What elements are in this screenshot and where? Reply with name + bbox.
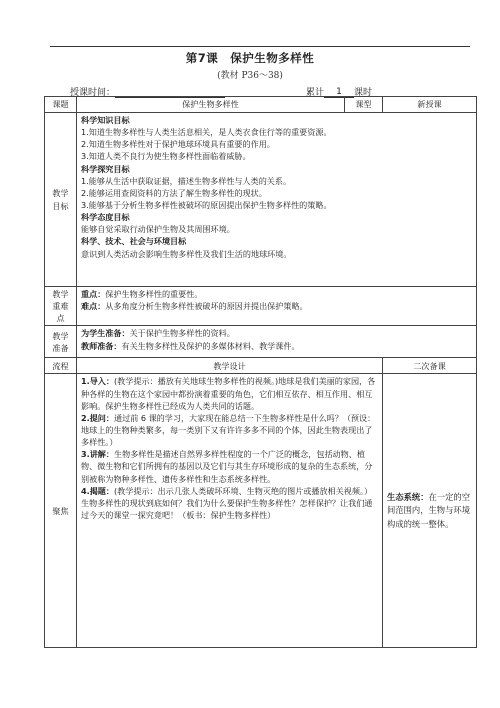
goals-label: 教学 目标	[45, 113, 77, 287]
lesson-title: 第7课 保护生物多样性	[185, 51, 315, 65]
prep-content	[77, 326, 477, 358]
focus-item: 1.导入：(教学提示：播放有关地球生物多样性的视频。)地球是我们美丽的家园，各种各样的生物在这个家园中都扮演着重要的角色，它们相互依存、相互作用、相互影响。保护生物多样性已经成为人类共同的话题。	[81, 376, 376, 411]
focus-content	[77, 374, 383, 648]
key-point-text: 保护生物多样性的重要性。	[105, 289, 203, 299]
flow-header: 流程	[45, 358, 77, 374]
key-point-label: 重点：	[81, 289, 106, 299]
goal-item: 2.知道生物多样性对于保护地球环境具有重要的作用。	[81, 139, 275, 150]
keypoints-row	[45, 287, 477, 326]
second-prep-note	[383, 374, 477, 648]
focus-item: 4.揭题：(教学提示：出示几张人类破坏环境、生物灭绝的图片或播放相关视频。）生物多样性的现状到底如何？我们为什么要保护生物多样性？怎样保护？让我们通过今天的课堂一探究竟吧！（板书：保护生物多样性）	[81, 485, 373, 520]
student-prep-label: 为学生准备：	[81, 328, 130, 339]
teacher-prep-label: 教师准备：	[81, 340, 122, 351]
focus-item: 2.提问：通过前 6 课的学习，大家现在能总结一下生物多样性是什么吗？（预设：地球上的生物种类繁多，每一类别下又有许许多多不同的个体，因此生物表现出了多样性。）	[81, 412, 376, 448]
difficulty-text: 从多角度分析生物多样性被破坏的原因并提出保护策略。	[105, 301, 308, 312]
goal-heading: 科学态度目标	[81, 212, 130, 223]
second-prep-header: 二次备课	[383, 358, 477, 374]
goal-item: 意识到人类活动会影响生物多样性及我们生活的地球环境。	[81, 248, 292, 259]
type-label: 课型	[345, 97, 383, 113]
prep-row	[45, 326, 477, 358]
note-text: 在一定的空间范围内，生物与环境构成的统一整体。	[387, 492, 471, 529]
goal-item: 1.能够从生活中获取证据，描述生物多样性与人类的关系。	[81, 175, 292, 186]
top-rule	[50, 46, 470, 47]
total-value: 1	[324, 87, 354, 98]
type-value: 新授课	[383, 97, 477, 113]
focus-row	[45, 374, 477, 648]
topic-label: 课题	[45, 97, 77, 113]
prep-label: 教学 准备	[45, 326, 77, 358]
goal-heading: 科学探究目标	[81, 163, 130, 174]
note-label: 生态系统：	[387, 492, 429, 503]
goal-item: 3.知道人类不良行为使生物多样性面临着威胁。	[81, 151, 251, 162]
goal-heading: 科学、技术、社会与环境目标	[81, 236, 187, 247]
difficulty-label: 难点：	[81, 301, 106, 312]
keypoints-content	[77, 287, 477, 326]
total-unit: 课时	[354, 88, 373, 98]
goal-item: 1.知道生物多样性与人类生活息相关，是人类衣食住行等的重要资源。	[81, 127, 332, 138]
keypoints-label: 教学 重难点	[45, 287, 77, 326]
lesson-plan-table	[44, 96, 477, 648]
goal-heading: 科学知识目标	[81, 115, 130, 125]
goals-row	[45, 113, 477, 287]
focus-item: 3.讲解：生物多样性是描述自然界多样性程度的一个广泛的概念，包括动物、植物、微生物和它们所拥有的基因以及它们与其生存环境形成的复杂的生态系统，分别被称为物种多样性、遗传多样性和生态系统多样性。	[81, 449, 373, 484]
topic-row	[45, 97, 477, 113]
textbook-pages: (教材 P36～38)	[217, 71, 283, 81]
design-header-row	[45, 358, 477, 374]
lesson-time-label: 授课时间：	[70, 88, 116, 98]
topic-value: 保护生物多样性	[77, 97, 345, 113]
teacher-prep-text: 有关生物多样性及保护的多媒体材料、教学课件。	[121, 340, 300, 351]
goal-item: 2.能够运用查阅资料的方法了解生物多样性的现状。	[81, 187, 267, 198]
focus-label: 聚焦	[45, 374, 77, 648]
goals-content	[77, 113, 477, 287]
total-label: 累计	[306, 88, 325, 98]
design-header: 教学设计	[77, 358, 383, 374]
goal-item: 能够自觉采取行动保护生物及其周围环境。	[81, 224, 235, 235]
student-prep-text: 关于保护生物多样性的资料。	[129, 328, 235, 339]
goal-item: 3.能够基于分析生物多样性被破坏的原因提出保护生物多样性的策略。	[81, 199, 332, 210]
